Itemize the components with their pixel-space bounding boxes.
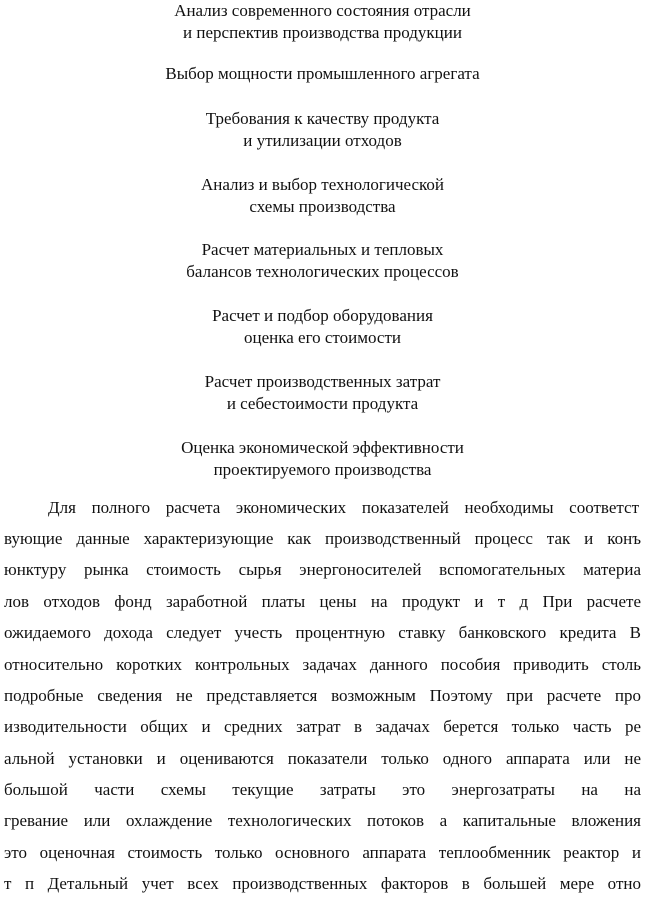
paragraph-line: большой части схемы текущие затраты это энергозатраты на на: [4, 780, 641, 799]
step-line: оценка его стоимости: [244, 328, 401, 347]
step-line: проектируемого производства: [213, 460, 432, 479]
paragraph-line: ожидаемого дохода следует учесть процентную ставку банковского кредита В: [4, 623, 641, 642]
step-line: Оценка экономической эффективности: [181, 438, 464, 457]
paragraph-line: т п Детальный учет всех производственных факторов в большей мере отно: [4, 874, 641, 893]
step-quality-requirements: [0, 108, 645, 152]
paragraph-line: альной установки и оцениваются показатели только одного аппарата или не: [4, 749, 641, 768]
step-line: и перспектив производства продукции: [183, 23, 462, 42]
step-industry-analysis: [0, 0, 645, 44]
step-line: Расчет производственных затрат: [204, 372, 441, 391]
step-production-costs: [0, 371, 645, 415]
paragraph-line: подробные сведения не представляется возможным Поэтому при расчете про: [4, 686, 641, 705]
step-material-balances: [0, 239, 645, 283]
paragraph-line: гревание или охлаждение технологических потоков а капитальные вложения: [4, 811, 641, 830]
step-capacity-selection: [0, 63, 645, 85]
paragraph-line: это оценочная стоимость только основного аппарата теплообменник реактор и: [4, 843, 641, 862]
step-technology-scheme: [0, 174, 645, 218]
step-line: и утилизации отходов: [243, 131, 402, 150]
paragraph-line: лов отходов фонд заработной платы цены на продукт и т д При расчете: [4, 592, 641, 611]
paragraph-line: вующие данные характеризующие как производственный процесс так и конъ: [4, 529, 641, 548]
step-line: балансов технологических процессов: [186, 262, 459, 281]
paragraph-line: относительно коротких контрольных задачах данного пособия приводить столь: [4, 655, 641, 674]
step-line: Анализ и выбор технологической: [200, 175, 445, 194]
step-line: Расчет и подбор оборудования: [212, 306, 433, 325]
paragraph-line: Для полного расчета экономических показателей необходимы соответст: [48, 498, 639, 517]
step-line: Требования к качеству продукта: [205, 109, 440, 128]
step-equipment-selection: [0, 305, 645, 349]
step-line: схемы производства: [249, 197, 396, 216]
step-line: и себестоимости продукта: [226, 394, 419, 413]
paragraph-line: изводительности общих и средних затрат в задачах берется только часть ре: [4, 717, 641, 736]
step-line: Расчет материальных и тепловых: [201, 240, 444, 259]
step-line: Анализ современного состояния отрасли: [174, 1, 471, 20]
step-line: Выбор мощности промышленного агрегата: [165, 64, 480, 83]
paragraph-line: юнктуру рынка стоимость сырья энергоносителей вспомогательных материа: [4, 560, 641, 579]
step-economic-efficiency: [0, 437, 645, 481]
